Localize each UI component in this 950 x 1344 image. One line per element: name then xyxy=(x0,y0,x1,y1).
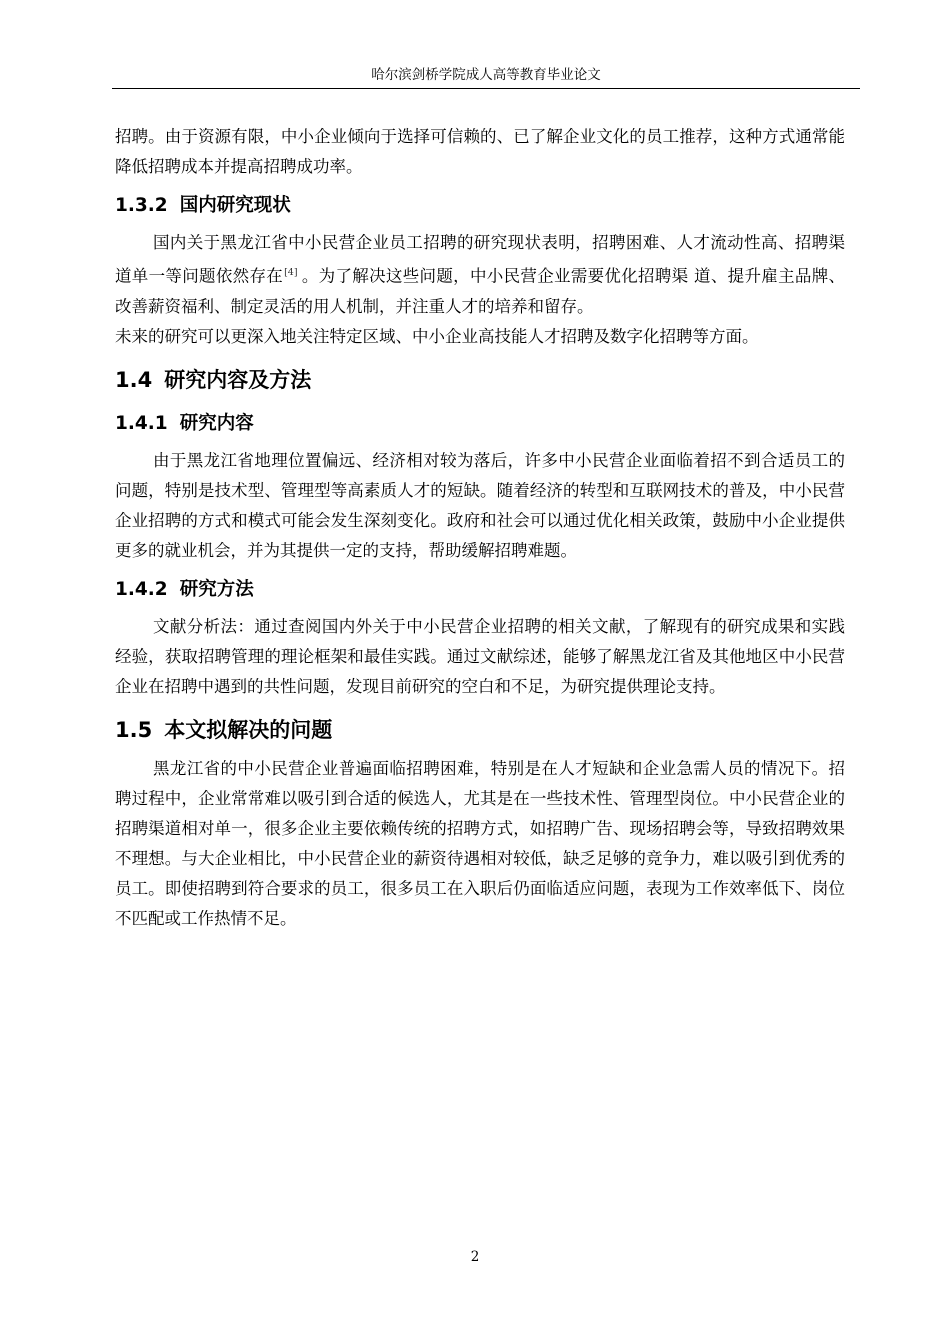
page-number: 2 xyxy=(470,1249,480,1265)
page-content xyxy=(115,122,845,934)
section-title: 研究内容及方法 xyxy=(164,367,312,392)
section-number: 1.5 xyxy=(115,717,153,742)
section-heading-1-5 xyxy=(115,710,845,750)
section-title: 研究内容 xyxy=(179,412,254,434)
section-number: 1.3.2 xyxy=(115,195,168,216)
page-header xyxy=(112,62,860,89)
section-heading-1-4-2 xyxy=(115,572,845,608)
citation-reference[interactable]: [4] xyxy=(284,267,298,278)
paragraph-1-4-1: 由于黑龙江省地理位置偏远、经济相对较为落后，许多中小民营企业面临着招不到合适员工的问题，特别是技术型、管理型等高素质人才的短缺。随着经济的转型和互联网技术的普及，中小民营企业招聘的方式和模式可能会发生深刻变化。政府和社会可以通过优化相关政策，鼓励中小企业提供更多的就业机会，并为其提供一定的支持，帮助缓解招聘难题。 xyxy=(115,450,845,560)
section-heading-1-4 xyxy=(115,360,845,400)
section-title: 研究方法 xyxy=(179,578,254,600)
paragraph-1-3-2-a xyxy=(115,228,845,322)
paragraph-text: 。为了解决这些问题，中小民营企业需要优化招聘渠 道、提升雇主品牌、改善薪资福利、制定灵活的用人机制，并注重人才的培养和留存。 xyxy=(115,266,846,316)
paragraph-1-4-2: 文献分析法：通过查阅国内外关于中小民营企业招聘的相关文献，了解现有的研究成果和实践经验，获取招聘管理的理论框架和最佳实践。通过文献综述，能够了解黑龙江省及其他地区中小民营企业在招聘中遇到的共性问题，发现目前研究的空白和不足，为研究提供理论支持。 xyxy=(115,616,845,696)
section-heading-1-4-1 xyxy=(115,406,845,442)
section-number: 1.4 xyxy=(115,367,153,392)
section-heading-1-3-2 xyxy=(115,188,845,224)
paragraph-1-3-2-b: 未来的研究可以更深入地关注特定区域、中小企业高技能人才招聘及数字化招聘等方面。 xyxy=(115,326,759,346)
section-title: 国内研究现状 xyxy=(179,195,291,216)
section-number: 1.4.1 xyxy=(115,412,168,434)
header-title: 哈尔滨剑桥学院成人高等教育毕业论文 xyxy=(371,67,601,83)
paragraph-text: 国内关于黑龙江省中小民营企业员工招聘的研究现状表明，招聘困难、人才流动性高、招聘渠道单一等问题依然存在 xyxy=(115,233,845,286)
section-title: 本文拟解决的问题 xyxy=(164,717,333,742)
intro-paragraph: 招聘。由于资源有限，中小企业倾向于选择可信赖的、已了解企业文化的员工推荐，这种方式通常能降低招聘成本并提高招聘成功率。 xyxy=(115,127,845,176)
section-number: 1.4.2 xyxy=(115,578,168,600)
paragraph-1-5: 黑龙江省的中小民营企业普遍面临招聘困难，特别是在人才短缺和企业急需人员的情况下。招聘过程中，企业常常难以吸引到合适的候选人，尤其是在一些技术性、管理型岗位。中小民营企业的招聘渠道相对单一，很多企业主要依赖传统的招聘方式，如招聘广告、现场招聘会等，导致招聘效果不理想。与大企业相比，中小民营企业的薪资待遇相对较低，缺乏足够的竞争力，难以吸引到优秀的员工。即使招聘到符合要求的员工，很多员工在入职后仍面临适应问题，表现为工作效率低下、岗位不匹配或工作热情不足。 xyxy=(115,758,845,928)
